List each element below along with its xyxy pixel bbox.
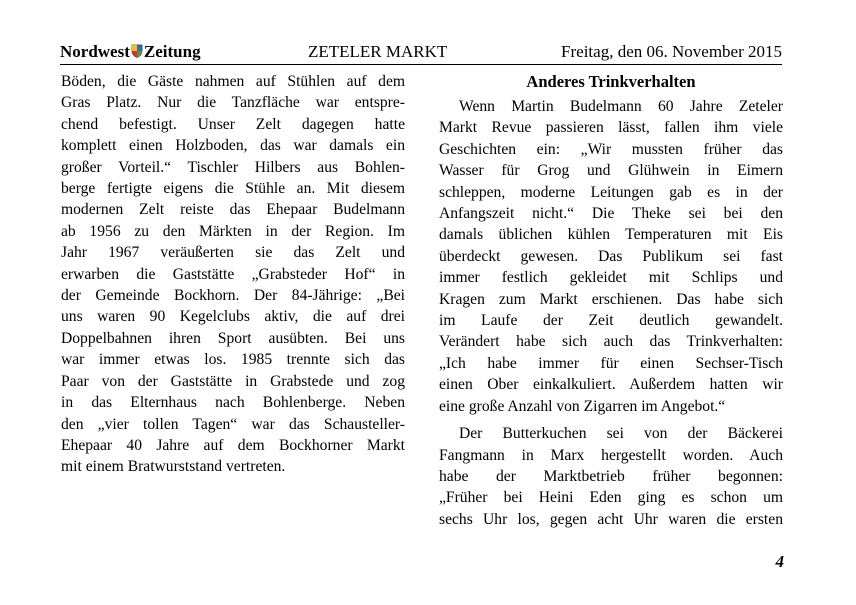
text-line: Wasser für Grog und Glühwein in Eimern <box>439 162 783 180</box>
text-line: der Gemeinde Bockhorn. Der 84-Jährige: „Bei <box>61 287 405 305</box>
crest-icon <box>131 44 143 58</box>
text-line: in das Elternhaus nach Bohlenberge. Neben <box>61 394 405 412</box>
text-line: Gras Platz. Nur die Tanzfläche war entspre- <box>61 94 405 112</box>
text-line: war immer etwas los. 1985 trennte sich das <box>61 351 405 369</box>
article-subheading: Anderes Trinkverhalten <box>526 72 696 91</box>
text-line: modernen Zelt reiste das Ehepaar Budelmann <box>61 201 405 219</box>
section-title: ZETELER MARKT <box>308 42 448 61</box>
text-line: berge fertigte eigens die Stühle an. Mit diesem <box>61 180 405 198</box>
text-line: einen Ober einkalkuliert. Außerdem hatten wir <box>439 376 783 394</box>
text-line: „Ich habe immer für einen Sechser-Tisch <box>439 354 783 372</box>
text-line: Geschichten ein: „Wir mussten früher das <box>439 140 783 158</box>
text-line: Der Butterkuchen sei von der Bäckerei <box>459 425 783 443</box>
text-line: habe der Marktbetrieb früher begonnen: <box>439 467 783 485</box>
text-line: chend befestigt. Unser Zelt dagegen hatte <box>61 115 405 133</box>
header-rule <box>60 64 782 65</box>
text-line: mit einem Bratwurststand vertreten. <box>61 458 286 476</box>
text-line: Kragen zum Markt erschienen. Das habe sich <box>439 290 783 308</box>
text-line: komplett einen Holzboden, das war damals ein <box>61 137 405 155</box>
text-line: Jahr 1967 veräußerten sie das Zelt und <box>61 244 405 262</box>
text-line: im Laufe der Zeit deutlich gewandelt. <box>439 312 783 330</box>
text-line: Markt Revue passieren lässt, fallen ihm viele <box>439 119 783 137</box>
brand-name-second: Zeitung <box>143 42 201 61</box>
text-line: erwarben die Gaststätte „Grabsteder Hof“ in <box>61 265 405 283</box>
text-line: immer festlich gekleidet mit Schlips und <box>439 269 783 287</box>
page-header <box>60 42 782 66</box>
text-line: Doppelbahnen ihren Sport ausübten. Bei uns <box>61 329 405 347</box>
text-line: überdeckt gewesen. Das Publikum sei fast <box>439 247 783 265</box>
right-column <box>439 71 783 530</box>
text-line: „Früher bei Heini Eden ging es schon um <box>439 489 783 507</box>
text-line: uns waren 90 Kegelclubs aktiv, die auf drei <box>61 308 405 326</box>
text-line: ab 1956 zu den Märkten in der Region. Im <box>61 222 405 240</box>
text-line: Anfangszeit nicht.“ Die Theke sei bei den <box>439 205 783 223</box>
text-line: Verändert habe sich auch das Trinkverhalten: <box>439 333 783 351</box>
text-line: den „vier tollen Tagen“ war das Schausteller- <box>61 415 405 433</box>
text-line: Paar von der Gaststätte in Grabstede und zog <box>61 372 405 390</box>
text-line: Böden, die Gäste nahmen auf Stühlen auf dem <box>61 73 405 90</box>
page-number: 4 <box>775 552 784 571</box>
newspaper-brand <box>60 42 201 62</box>
right-paragraph-1 <box>439 96 783 417</box>
text-line: Ehepaar 40 Jahre auf dem Bockhorner Markt <box>61 436 405 454</box>
text-line: damals üblichen kühlen Temperaturen mit Eis <box>439 226 783 244</box>
text-line: schleppen, moderne Leitungen gab es in der <box>439 183 783 201</box>
text-line: Wenn Martin Budelmann 60 Jahre Zeteler <box>459 98 783 115</box>
left-paragraph <box>61 71 405 478</box>
left-column <box>61 71 405 478</box>
issue-date: Freitag, den 06. November 2015 <box>561 42 782 61</box>
right-paragraph-2 <box>439 423 783 530</box>
text-line: sechs Uhr los, gegen acht Uhr waren die ersten <box>439 510 783 528</box>
brand-name-first: Nordwest <box>60 42 130 61</box>
text-line: eine große Anzahl von Zigarren im Angebot.“ <box>439 397 726 415</box>
text-line: Fangmann in Marx hergestellt worden. Auch <box>439 446 783 464</box>
text-line: großer Vorteil.“ Tischler Hilbers aus Bohlen- <box>61 158 405 176</box>
